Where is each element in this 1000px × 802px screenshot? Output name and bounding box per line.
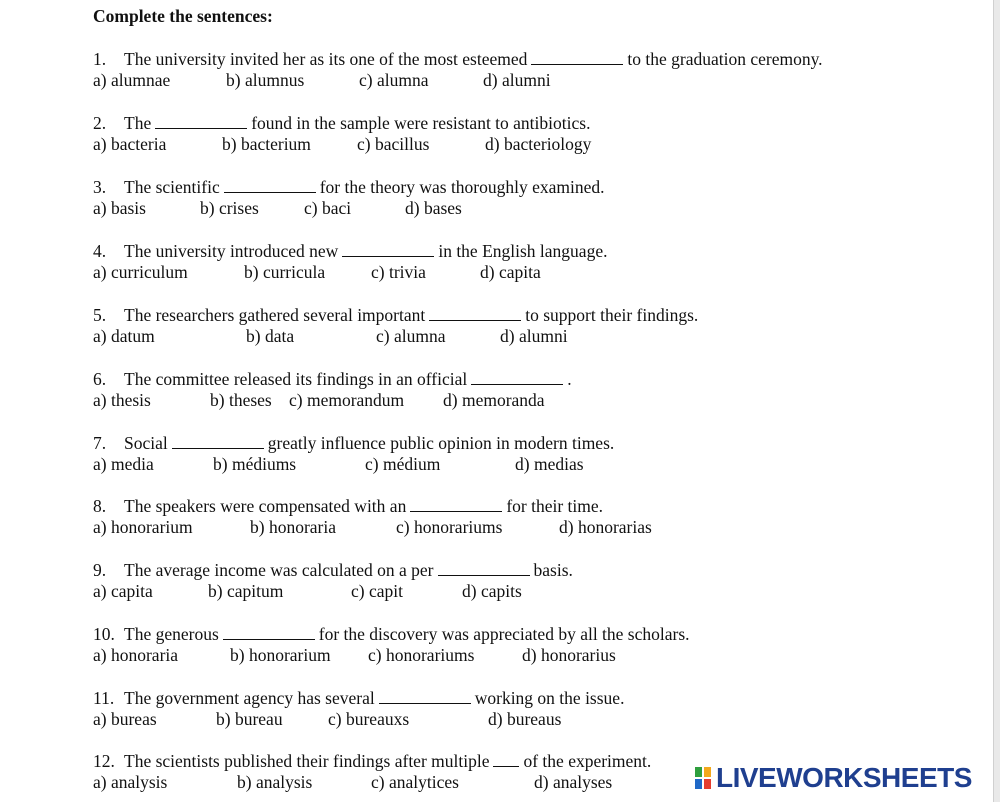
answer-options — [93, 454, 973, 475]
question-number: 4. — [93, 241, 107, 261]
question-number: 10. — [93, 624, 115, 644]
question-text-before: The committee released its findings in an official — [124, 369, 468, 389]
answer-option[interactable]: d) capits — [462, 581, 522, 601]
answer-option[interactable]: c) bureauxs — [328, 709, 410, 729]
question-text — [93, 433, 973, 454]
question-text-after: for the discovery was appreciated by all the scholars. — [318, 624, 690, 644]
question-text-before: The — [124, 113, 152, 133]
question-text-after: working on the issue. — [474, 688, 625, 708]
answer-option[interactable]: c) bacillus — [357, 134, 430, 154]
answer-blank[interactable] — [172, 433, 264, 449]
question-item — [93, 433, 973, 475]
question-text-before: The speakers were compensated with an — [124, 496, 407, 516]
question-text — [93, 241, 973, 262]
answer-option[interactable]: b) bacterium — [222, 134, 311, 154]
question-text-after: found in the sample were resistant to antibiotics. — [251, 113, 591, 133]
answer-option[interactable]: b) bureau — [216, 709, 283, 729]
answer-option[interactable]: a) capita — [93, 581, 153, 601]
answer-option[interactable]: d) medias — [515, 454, 584, 474]
answer-option[interactable]: a) alumnae — [93, 70, 171, 90]
answer-blank[interactable] — [379, 688, 471, 704]
answer-option[interactable]: b) crises — [200, 198, 259, 218]
answer-blank[interactable] — [471, 369, 563, 385]
answer-options — [93, 517, 973, 538]
question-number: 2. — [93, 113, 107, 133]
question-text-before: The researchers gathered several important — [124, 305, 426, 325]
answer-blank[interactable] — [438, 560, 530, 576]
answer-option[interactable]: d) honorarius — [522, 645, 616, 665]
answer-option[interactable]: b) capitum — [208, 581, 284, 601]
question-item — [93, 49, 973, 91]
answer-option[interactable]: c) alumna — [359, 70, 429, 90]
answer-option[interactable]: d) bureaus — [488, 709, 562, 729]
question-text-after: to support their findings. — [525, 305, 699, 325]
question-text-after: for the theory was thoroughly examined. — [319, 177, 605, 197]
answer-option[interactable]: b) analysis — [237, 772, 313, 792]
question-text — [93, 305, 973, 326]
answer-options — [93, 326, 973, 347]
answer-blank[interactable] — [493, 751, 519, 767]
answer-option[interactable]: c) analytices — [371, 772, 459, 792]
question-number: 12. — [93, 751, 115, 771]
question-item — [93, 241, 973, 283]
answer-option[interactable]: b) alumnus — [226, 70, 305, 90]
question-item — [93, 688, 973, 730]
answer-blank[interactable] — [155, 113, 247, 129]
answer-option[interactable]: d) analyses — [534, 772, 613, 792]
question-number: 9. — [93, 560, 107, 580]
question-item — [93, 560, 973, 602]
question-number: 3. — [93, 177, 107, 197]
answer-option[interactable]: b) data — [246, 326, 295, 346]
answer-option[interactable]: a) honorarium — [93, 517, 193, 537]
answer-option[interactable]: b) médiums — [213, 454, 297, 474]
question-number: 7. — [93, 433, 107, 453]
answer-options — [93, 70, 973, 91]
question-text-before: The scientists published their findings after multiple — [124, 751, 490, 771]
question-number: 5. — [93, 305, 107, 325]
question-text-before: The generous — [124, 624, 219, 644]
answer-option[interactable]: d) memoranda — [443, 390, 545, 410]
question-text-before: The university invited her as its one of the most esteemed — [124, 49, 528, 69]
answer-option[interactable]: d) bacteriology — [485, 134, 592, 154]
question-text — [93, 624, 973, 645]
answer-option[interactable]: d) capita — [480, 262, 541, 282]
question-text — [93, 49, 973, 70]
answer-option[interactable]: a) curriculum — [93, 262, 188, 282]
answer-option[interactable]: a) bacteria — [93, 134, 167, 154]
question-text-before: The university introduced new — [124, 241, 339, 261]
question-text-after: greatly influence public opinion in modern times. — [267, 433, 615, 453]
question-item — [93, 496, 973, 538]
question-number: 8. — [93, 496, 107, 516]
question-text-after: . — [567, 369, 572, 389]
answer-option[interactable]: c) honorariums — [396, 517, 503, 537]
answer-options — [93, 581, 973, 602]
answer-option[interactable]: a) analysis — [93, 772, 168, 792]
answer-option[interactable]: c) baci — [304, 198, 352, 218]
question-text — [93, 560, 973, 581]
answer-option[interactable]: b) honoraria — [250, 517, 337, 537]
question-text — [93, 496, 973, 517]
question-text-before: The scientific — [124, 177, 220, 197]
answer-option[interactable]: a) bureas — [93, 709, 157, 729]
answer-option[interactable]: a) media — [93, 454, 154, 474]
answer-option[interactable]: b) honorarium — [230, 645, 331, 665]
answer-options — [93, 390, 973, 411]
answer-option[interactable]: c) alumna — [376, 326, 446, 346]
question-text-before: The average income was calculated on a per — [124, 560, 434, 580]
question-text-after: to the graduation ceremony. — [627, 49, 823, 69]
answer-option[interactable]: d) alumni — [500, 326, 568, 346]
question-text — [93, 688, 973, 709]
answer-option[interactable]: b) theses — [210, 390, 272, 410]
question-item — [93, 305, 973, 347]
page-title: Complete the sentences: — [93, 6, 273, 26]
answer-blank[interactable] — [410, 496, 502, 512]
answer-blank[interactable] — [342, 241, 434, 257]
answer-blank[interactable] — [224, 177, 316, 193]
answer-option[interactable]: c) trivia — [371, 262, 426, 282]
answer-option[interactable]: a) basis — [93, 198, 146, 218]
answer-option[interactable]: c) honorariums — [368, 645, 475, 665]
answer-option[interactable]: a) datum — [93, 326, 155, 346]
liveworksheets-logo-icon — [694, 766, 712, 790]
answer-options — [93, 262, 973, 283]
answer-blank[interactable] — [429, 305, 521, 321]
answer-option[interactable]: a) honoraria — [93, 645, 179, 665]
page-edge — [993, 0, 1000, 802]
liveworksheets-logo[interactable] — [694, 764, 972, 792]
question-text-after: of the experiment. — [523, 751, 652, 771]
question-text — [93, 177, 973, 198]
question-number: 11. — [93, 688, 115, 708]
answer-blank[interactable] — [223, 624, 315, 640]
question-item — [93, 177, 973, 219]
answer-option[interactable]: c) memorandum — [289, 390, 405, 410]
question-text-before: The government agency has several — [124, 688, 375, 708]
question-item — [93, 624, 973, 666]
answer-option[interactable]: d) honorarias — [559, 517, 652, 537]
question-text-after: for their time. — [506, 496, 604, 516]
answer-blank[interactable] — [531, 49, 623, 65]
answer-options — [93, 709, 973, 730]
answer-option[interactable]: d) alumni — [483, 70, 551, 90]
question-text — [93, 113, 973, 134]
answer-option[interactable]: d) bases — [405, 198, 462, 218]
question-text-before: Social — [124, 433, 168, 453]
question-number: 6. — [93, 369, 107, 389]
answer-options — [93, 645, 973, 666]
question-number: 1. — [93, 49, 107, 69]
answer-option[interactable]: c) médium — [365, 454, 441, 474]
question-item — [93, 113, 973, 155]
answer-option[interactable]: c) capit — [351, 581, 403, 601]
answer-options — [93, 134, 973, 155]
question-text — [93, 369, 973, 390]
answer-option[interactable]: b) curricula — [244, 262, 326, 282]
question-text-after: in the English language. — [438, 241, 608, 261]
question-item — [93, 369, 973, 411]
logo-text: LIVEWORKSHEETS — [716, 762, 972, 793]
answer-options — [93, 198, 973, 219]
question-text-after: basis. — [533, 560, 573, 580]
answer-option[interactable]: a) thesis — [93, 390, 151, 410]
